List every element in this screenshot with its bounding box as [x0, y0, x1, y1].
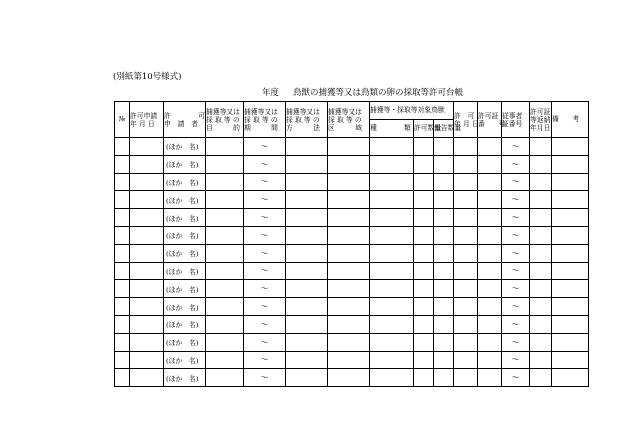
header-purpose: 捕獲等又は 採 取 等 の 目 的	[206, 102, 244, 138]
table-cell	[414, 351, 434, 369]
table-cell	[454, 262, 478, 280]
table-cell	[130, 173, 164, 191]
table-cell	[286, 226, 328, 244]
table-cell	[434, 315, 454, 333]
table-cell	[115, 209, 130, 227]
table-cell	[530, 298, 552, 316]
table-cell	[206, 369, 244, 387]
table-cell	[115, 262, 130, 280]
period-tilde-cell: 〜	[244, 369, 286, 387]
table-cell	[434, 244, 454, 262]
table-row	[115, 226, 589, 244]
title-prefix: 年度	[262, 88, 280, 98]
table-cell	[130, 155, 164, 173]
table-cell	[286, 333, 328, 351]
table-row	[115, 244, 589, 262]
table-row	[115, 155, 589, 173]
table-cell	[328, 315, 370, 333]
title-main: 鳥獣の捕獲等又は鳥類の卵の採取等許可台帳	[293, 88, 464, 98]
table-cell	[478, 298, 502, 316]
table-cell	[414, 369, 434, 387]
table-cell	[454, 333, 478, 351]
table-cell	[478, 155, 502, 173]
form-number: (別紙第10号様式)	[113, 72, 182, 82]
table-cell	[530, 280, 552, 298]
table-cell	[130, 244, 164, 262]
header-engager-cert: 従事者 証番号	[502, 102, 530, 138]
applicant-others-cell: (ほか 名)	[164, 315, 206, 333]
header-area: 捕獲等又は 採 取 等 の 区 域	[328, 102, 370, 138]
table-cell	[130, 333, 164, 351]
engager-tilde-cell: 〜	[502, 333, 530, 351]
table-cell	[328, 226, 370, 244]
table-cell	[328, 138, 370, 156]
engager-tilde-cell: 〜	[502, 191, 530, 209]
table-cell	[130, 209, 164, 227]
table-cell	[414, 138, 434, 156]
table-cell	[370, 226, 414, 244]
table-cell	[115, 173, 130, 191]
table-cell	[130, 138, 164, 156]
header-permit-date: 許 可 年 月 日	[454, 102, 478, 138]
table-cell	[530, 315, 552, 333]
table-cell	[115, 226, 130, 244]
table-cell	[530, 333, 552, 351]
table-cell	[454, 155, 478, 173]
applicant-others-cell: (ほか 名)	[164, 209, 206, 227]
table-row	[115, 333, 589, 351]
table-cell	[206, 244, 244, 262]
header-application-date: 許可申請 年 月 日	[130, 102, 164, 138]
table-cell	[286, 280, 328, 298]
table-cell	[552, 244, 589, 262]
table-cell	[370, 138, 414, 156]
header-remarks: 備 考	[552, 102, 589, 138]
table-cell	[414, 209, 434, 227]
table-cell	[530, 262, 552, 280]
table-row	[115, 280, 589, 298]
table-cell	[328, 298, 370, 316]
table-cell	[286, 209, 328, 227]
period-tilde-cell: 〜	[244, 298, 286, 316]
table-cell	[414, 280, 434, 298]
table-cell	[130, 369, 164, 387]
engager-tilde-cell: 〜	[502, 262, 530, 280]
table-cell	[130, 315, 164, 333]
table-cell	[370, 262, 414, 280]
table-cell	[286, 369, 328, 387]
table-cell	[206, 351, 244, 369]
table-cell	[434, 226, 454, 244]
table-cell	[414, 244, 434, 262]
period-tilde-cell: 〜	[244, 191, 286, 209]
engager-tilde-cell: 〜	[502, 351, 530, 369]
table-cell	[478, 191, 502, 209]
table-cell	[206, 226, 244, 244]
table-cell	[206, 191, 244, 209]
permit-ledger-table	[114, 101, 589, 387]
table-cell	[328, 173, 370, 191]
table-row	[115, 173, 589, 191]
table-cell	[328, 244, 370, 262]
table-cell	[115, 280, 130, 298]
table-cell	[434, 351, 454, 369]
table-row	[115, 209, 589, 227]
engager-tilde-cell: 〜	[502, 226, 530, 244]
table-cell	[370, 351, 414, 369]
table-cell	[552, 155, 589, 173]
table-cell	[414, 315, 434, 333]
table-cell	[434, 262, 454, 280]
table-cell	[552, 209, 589, 227]
table-cell	[370, 280, 414, 298]
period-tilde-cell: 〜	[244, 138, 286, 156]
table-cell	[434, 155, 454, 173]
table-cell	[115, 298, 130, 316]
table-cell	[286, 155, 328, 173]
table-cell	[206, 280, 244, 298]
table-cell	[206, 209, 244, 227]
table-cell	[530, 226, 552, 244]
table-cell	[328, 262, 370, 280]
table-cell	[530, 244, 552, 262]
table-cell	[530, 173, 552, 191]
table-cell	[414, 298, 434, 316]
table-cell	[454, 138, 478, 156]
engager-tilde-cell: 〜	[502, 369, 530, 387]
header-no: №	[115, 102, 130, 138]
table-cell	[328, 369, 370, 387]
applicant-others-cell: (ほか 名)	[164, 244, 206, 262]
table-cell	[328, 280, 370, 298]
table-cell	[286, 351, 328, 369]
table-cell	[206, 155, 244, 173]
table-cell	[115, 315, 130, 333]
period-tilde-cell: 〜	[244, 333, 286, 351]
table-cell	[370, 191, 414, 209]
applicant-others-cell: (ほか 名)	[164, 298, 206, 316]
engager-tilde-cell: 〜	[502, 315, 530, 333]
table-cell	[454, 280, 478, 298]
table-cell	[115, 244, 130, 262]
table-cell	[328, 351, 370, 369]
table-cell	[286, 191, 328, 209]
table-cell	[478, 315, 502, 333]
table-cell	[530, 191, 552, 209]
period-tilde-cell: 〜	[244, 262, 286, 280]
table-cell	[454, 369, 478, 387]
table-cell	[115, 333, 130, 351]
table-cell	[370, 369, 414, 387]
table-cell	[552, 351, 589, 369]
engager-tilde-cell: 〜	[502, 173, 530, 191]
period-tilde-cell: 〜	[244, 209, 286, 227]
table-cell	[286, 244, 328, 262]
table-cell	[434, 209, 454, 227]
header-report-qty: 報告数量	[434, 120, 454, 138]
table-cell	[286, 262, 328, 280]
table-cell	[478, 209, 502, 227]
table-cell	[530, 155, 552, 173]
period-tilde-cell: 〜	[244, 155, 286, 173]
header-applicant: 許 可 申 請 者	[164, 102, 206, 138]
table-cell	[454, 173, 478, 191]
table-cell	[434, 369, 454, 387]
period-tilde-cell: 〜	[244, 315, 286, 333]
table-cell	[552, 226, 589, 244]
table-cell	[206, 173, 244, 191]
applicant-others-cell: (ほか 名)	[164, 351, 206, 369]
table-cell	[286, 138, 328, 156]
table-cell	[115, 155, 130, 173]
table-cell	[130, 280, 164, 298]
applicant-others-cell: (ほか 名)	[164, 155, 206, 173]
table-cell	[552, 333, 589, 351]
table-cell	[370, 155, 414, 173]
table-cell	[414, 226, 434, 244]
table-row	[115, 351, 589, 369]
table-row	[115, 262, 589, 280]
applicant-others-cell: (ほか 名)	[164, 173, 206, 191]
period-tilde-cell: 〜	[244, 173, 286, 191]
header-cert-return: 許可証 等返納 年月日	[530, 102, 552, 138]
table-cell	[115, 138, 130, 156]
table-cell	[478, 333, 502, 351]
table-row	[115, 298, 589, 316]
engager-tilde-cell: 〜	[502, 280, 530, 298]
table-cell	[130, 262, 164, 280]
table-cell	[115, 351, 130, 369]
table-cell	[370, 173, 414, 191]
table-cell	[286, 315, 328, 333]
table-cell	[130, 298, 164, 316]
table-cell	[478, 173, 502, 191]
table-cell	[552, 262, 589, 280]
table-cell	[434, 298, 454, 316]
period-tilde-cell: 〜	[244, 280, 286, 298]
table-cell	[328, 191, 370, 209]
table-cell	[434, 191, 454, 209]
table-cell	[478, 351, 502, 369]
table-cell	[454, 351, 478, 369]
table-cell	[115, 369, 130, 387]
table-cell	[478, 262, 502, 280]
table-row	[115, 191, 589, 209]
period-tilde-cell: 〜	[244, 351, 286, 369]
applicant-others-cell: (ほか 名)	[164, 138, 206, 156]
page-title	[262, 86, 463, 98]
table-row	[115, 315, 589, 333]
table-cell	[414, 173, 434, 191]
table-cell	[370, 315, 414, 333]
table-cell	[370, 333, 414, 351]
table-cell	[434, 333, 454, 351]
table-cell	[115, 191, 130, 209]
table-cell	[454, 298, 478, 316]
table-cell	[328, 333, 370, 351]
table-cell	[414, 333, 434, 351]
table-cell	[286, 173, 328, 191]
table-cell	[478, 280, 502, 298]
engager-tilde-cell: 〜	[502, 209, 530, 227]
table-cell	[328, 155, 370, 173]
table-cell	[206, 333, 244, 351]
table-cell	[130, 351, 164, 369]
table-cell	[434, 280, 454, 298]
engager-tilde-cell: 〜	[502, 138, 530, 156]
table-cell	[552, 315, 589, 333]
table-cell	[414, 155, 434, 173]
table-cell	[552, 173, 589, 191]
table-cell	[206, 315, 244, 333]
table-cell	[414, 262, 434, 280]
applicant-others-cell: (ほか 名)	[164, 262, 206, 280]
period-tilde-cell: 〜	[244, 226, 286, 244]
table-row	[115, 369, 589, 387]
table-cell	[328, 209, 370, 227]
applicant-others-cell: (ほか 名)	[164, 333, 206, 351]
table-cell	[130, 191, 164, 209]
table-cell	[530, 351, 552, 369]
table-cell	[434, 173, 454, 191]
header-species: 種 類	[370, 120, 414, 138]
table-cell	[206, 298, 244, 316]
header-period: 捕獲等又は 採 取 等 の 期 間	[244, 102, 286, 138]
period-tilde-cell: 〜	[244, 244, 286, 262]
table-cell	[478, 369, 502, 387]
table-cell	[206, 138, 244, 156]
table-cell	[478, 244, 502, 262]
applicant-others-cell: (ほか 名)	[164, 191, 206, 209]
engager-tilde-cell: 〜	[502, 298, 530, 316]
table-cell	[454, 209, 478, 227]
table-cell	[454, 226, 478, 244]
table-cell	[370, 298, 414, 316]
table-row	[115, 138, 589, 156]
table-cell	[286, 298, 328, 316]
engager-tilde-cell: 〜	[502, 244, 530, 262]
applicant-others-cell: (ほか 名)	[164, 369, 206, 387]
header-target-group: 捕獲等・採取等対象鳥獣	[370, 102, 454, 120]
table-cell	[206, 262, 244, 280]
table-cell	[454, 191, 478, 209]
header-permit-qty: 許可数量	[414, 120, 434, 138]
applicant-others-cell: (ほか 名)	[164, 226, 206, 244]
table-cell	[370, 244, 414, 262]
table-cell	[552, 280, 589, 298]
header-cert-number: 許可証 番 号	[478, 102, 502, 138]
applicant-others-cell: (ほか 名)	[164, 280, 206, 298]
table-cell	[434, 138, 454, 156]
table-cell	[552, 191, 589, 209]
table-cell	[530, 369, 552, 387]
table-cell	[414, 191, 434, 209]
table-cell	[478, 138, 502, 156]
header-method: 捕獲等又は 採 取 等 の 方 法	[286, 102, 328, 138]
table-cell	[530, 209, 552, 227]
table-cell	[530, 138, 552, 156]
table-cell	[478, 226, 502, 244]
table-cell	[454, 244, 478, 262]
table-cell	[454, 315, 478, 333]
table-cell	[130, 226, 164, 244]
table-cell	[552, 298, 589, 316]
engager-tilde-cell: 〜	[502, 155, 530, 173]
table-cell	[552, 369, 589, 387]
table-cell	[370, 209, 414, 227]
table-cell	[552, 138, 589, 156]
